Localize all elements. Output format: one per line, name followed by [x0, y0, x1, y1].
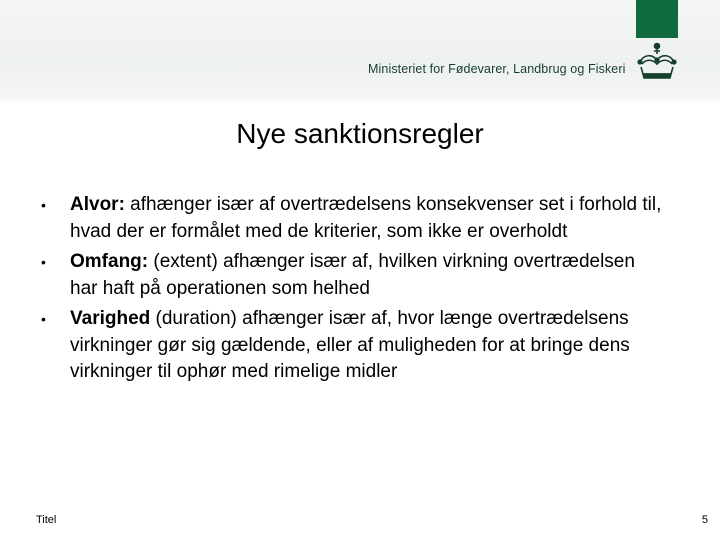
- bullet-text: (duration) afhænger især af, hvor længe overtrædelsens virkninger gør sig gældende, eller af muligheden for at bringe dens virkninger til ophør med rimelige midler: [70, 308, 630, 382]
- bullet-item: [36, 306, 666, 386]
- crown-icon: [634, 40, 680, 84]
- bullet-dot-icon: •: [41, 254, 46, 270]
- page-number: 5: [701, 514, 708, 526]
- bullet-dot-icon: •: [41, 311, 46, 327]
- bullet-dot-icon: •: [41, 197, 46, 213]
- header-band: [0, 0, 720, 105]
- bullet-item: [36, 192, 666, 245]
- bullet-term: Omfang:: [70, 251, 149, 272]
- bullet-list: [36, 192, 666, 390]
- bullet-item: [36, 249, 666, 302]
- ministry-name: Ministeriet for Fødevarer, Landbrug og Fiskeri: [368, 62, 626, 76]
- slide-title: Nye sanktionsregler: [236, 118, 484, 149]
- brand-bar: [636, 0, 678, 38]
- bullet-text: (extent) afhænger især af, hvilken virkning overtrædelsen har haft på operationen som helhed: [70, 251, 635, 299]
- bullet-term: Varighed: [70, 308, 151, 329]
- bullet-text: afhænger især af overtrædelsens konsekvenser set i forhold til, hvad der er formålet med de kriterier, som ikke er overholdt: [70, 194, 662, 242]
- footer-title-label: Titel: [36, 514, 57, 526]
- bullet-term: Alvor:: [70, 194, 125, 215]
